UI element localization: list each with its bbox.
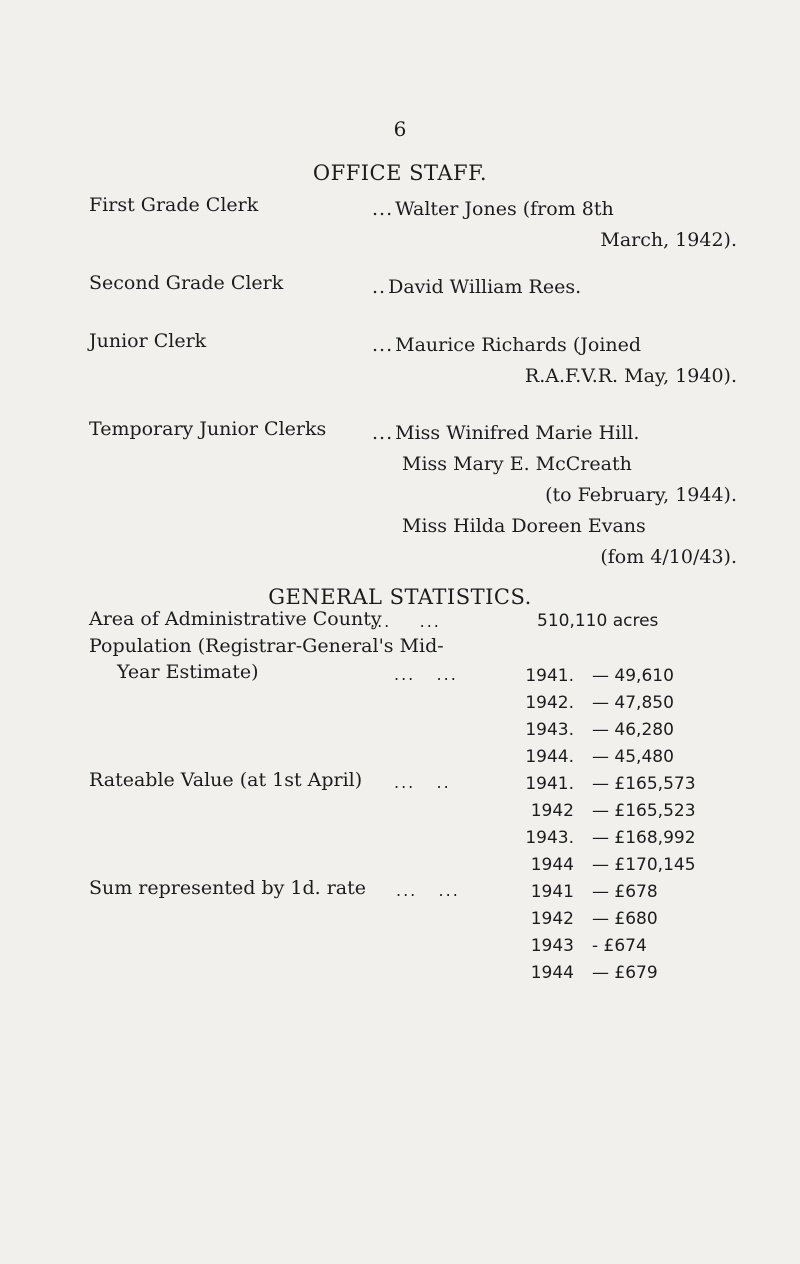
staff-role: First Grade Clerk [89, 194, 259, 216]
population-label-cont: Year Estimate) [117, 661, 259, 683]
staff-name-line: Maurice Richards (Joined [395, 334, 642, 356]
population-value: — 45,480 [592, 747, 674, 767]
rateable-year: 1942 [530, 801, 574, 821]
rateable-value: — £165,573 [592, 774, 696, 794]
staff-names: ... Walter Jones (from 8th March, 1942). [372, 198, 737, 251]
penny-rate-value: - £674 [592, 936, 647, 956]
population-year: 1944. [525, 747, 574, 767]
penny-rate-value: — £679 [592, 963, 658, 983]
staff-role: Second Grade Clerk [89, 272, 284, 294]
staff-name-line: David William Rees. [388, 276, 582, 298]
staff-name-line: (to February, 1944). [545, 484, 737, 506]
rateable-value: — £165,523 [592, 801, 696, 821]
rateable-value: — £168,992 [592, 828, 696, 848]
general-statistics-heading: GENERAL STATISTICS. [268, 585, 532, 609]
office-staff-heading: OFFICE STAFF. [312, 161, 488, 185]
population-year: 1943. [525, 720, 574, 740]
staff-name-line: Miss Winifred Marie Hill. [395, 422, 640, 444]
population-value: — 47,850 [592, 693, 674, 713]
rateable-year: 1944 [530, 855, 574, 875]
rateable-value-label: Rateable Value (at 1st April) [89, 769, 363, 791]
population-value: — 46,280 [592, 720, 674, 740]
population-label: Population (Registrar-General's Mid- [89, 635, 444, 657]
staff-names: .. David William Rees. [372, 276, 582, 298]
staff-names: ... Maurice Richards (Joined R.A.F.V.R. May, 1940). [372, 334, 737, 387]
area-label: Area of Administrative County [89, 608, 382, 630]
dot-leader: ... ... [396, 881, 460, 900]
rateable-value: — £170,145 [592, 855, 696, 875]
staff-name-line: March, 1942). [600, 229, 737, 251]
staff-name-line: (fom 4/10/43). [600, 546, 737, 568]
staff-name-line: Walter Jones (from 8th [395, 198, 614, 220]
dot-leader: ... .. [394, 773, 451, 792]
penny-rate-year: 1942 [530, 909, 574, 929]
penny-rate-value: — £680 [592, 909, 658, 929]
penny-rate-label: Sum represented by 1d. rate [89, 877, 366, 899]
penny-rate-value: — £678 [592, 882, 658, 902]
area-value: 510,110 acres [537, 611, 659, 631]
penny-rate-year: 1943 [530, 936, 574, 956]
population-value: — 49,610 [592, 666, 674, 686]
penny-rate-year: 1944 [530, 963, 574, 983]
population-year: 1942. [525, 693, 574, 713]
staff-name-line: R.A.F.V.R. May, 1940). [524, 365, 737, 387]
staff-name-line: Miss Hilda Doreen Evans [402, 515, 646, 537]
dot-leader: ... ... [394, 665, 458, 684]
staff-role: Temporary Junior Clerks [89, 418, 327, 440]
rateable-year: 1943. [525, 828, 574, 848]
page-number: 6 [393, 117, 407, 141]
staff-names: ... Miss Winifred Marie Hill. Miss Mary E. McCreath (to February, 1944). Miss Hilda Doreen Evans (fom 4/10/43). [372, 422, 737, 568]
staff-name-line: Miss Mary E. McCreath [402, 453, 632, 475]
staff-role: Junior Clerk [89, 330, 207, 352]
dot-leader: ... ... [370, 612, 441, 631]
rateable-year: 1941. [525, 774, 574, 794]
population-year: 1941. [525, 666, 574, 686]
penny-rate-year: 1941 [530, 882, 574, 902]
